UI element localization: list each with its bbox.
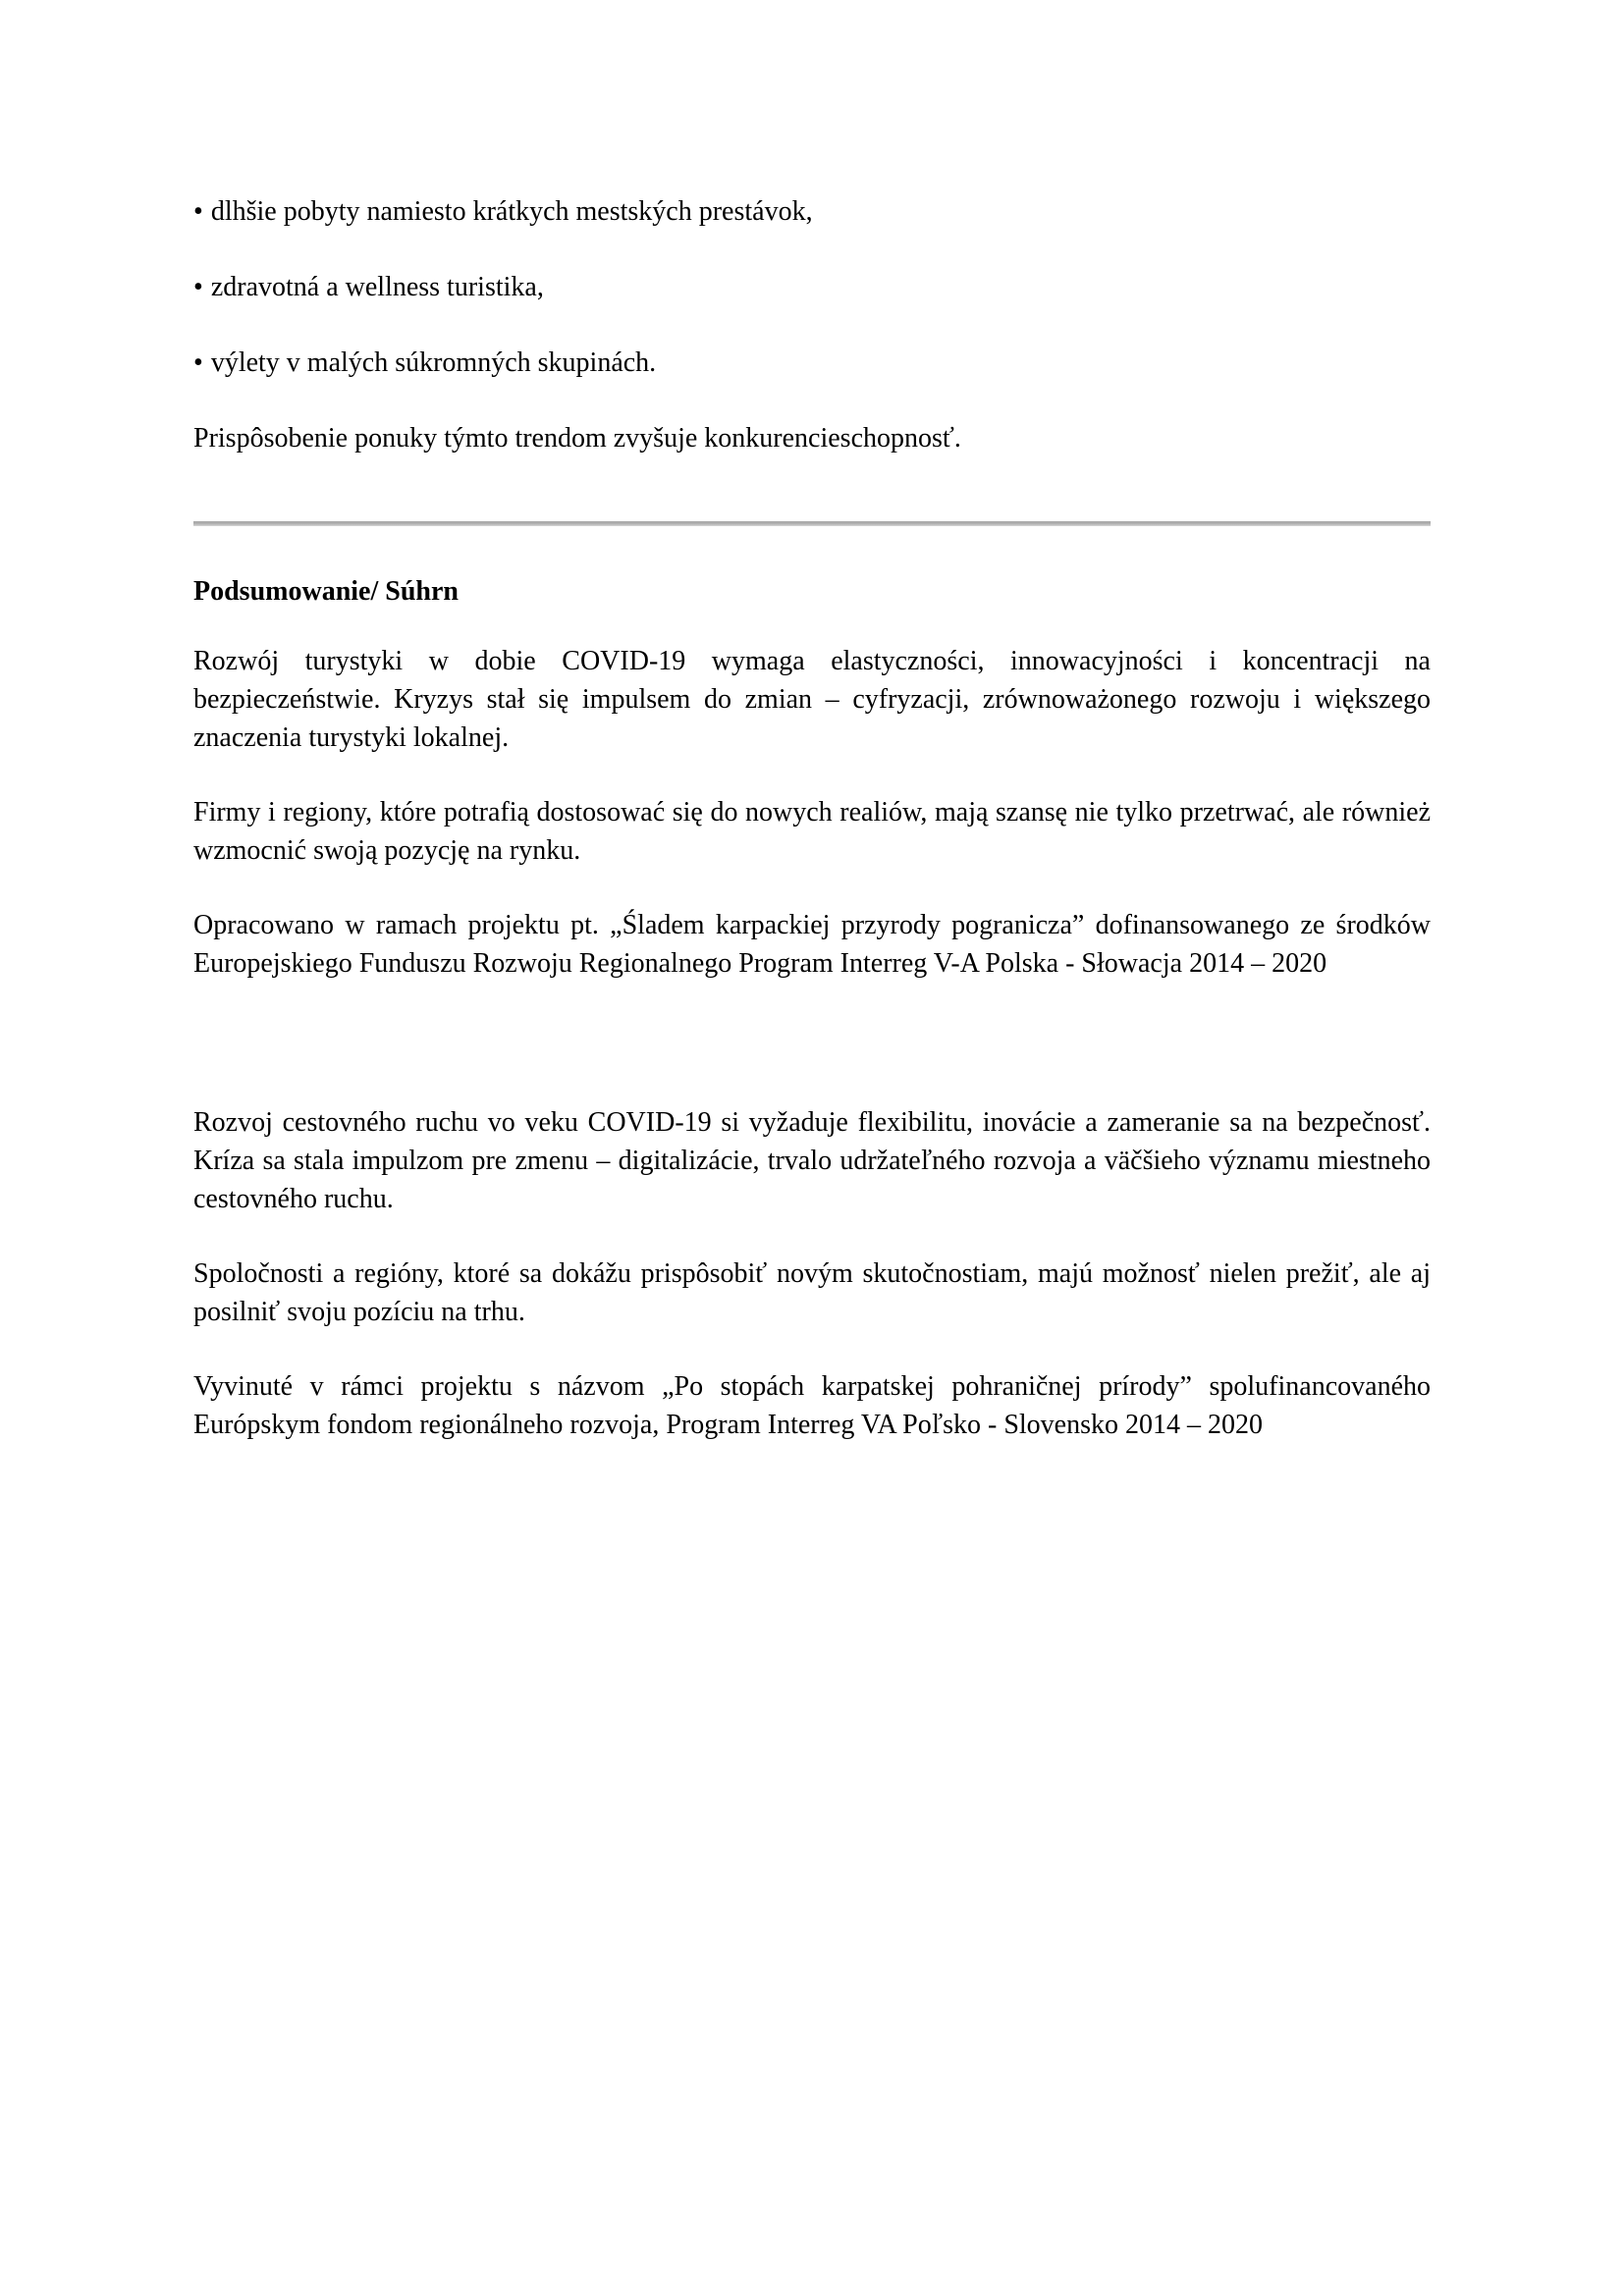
bullet-marker: • <box>193 196 203 227</box>
summary-pl-paragraph-1: Rozwój turystyki w dobie COVID-19 wymaga elastyczności, innowacyjności i koncentracji na bezpieczeństwie. Kryzys stał się impulsem do zmian – cyfryzacji, zrównoważonego rozwoju i większego znaczenia turystyki lokalnej. <box>193 646 1431 753</box>
summary-sk-paragraph-3: Vyvinuté v rámci projektu s názvom „Po stopách karpatskej pohraničnej prírody” spolufinancovaného Európskym fondom regionálneho rozvoja, Program Interreg VA Poľsko - Slovensko 2014 – 2020 <box>193 1371 1431 1440</box>
bullet-item-2 <box>193 268 1431 306</box>
section-heading: Podsumowanie/ Súhrn <box>193 576 459 607</box>
bullet-item-3-text: výlety v malých súkromných skupinách. <box>210 347 657 378</box>
bullet-item-3 <box>193 344 1431 382</box>
summary-pl-paragraph-2: Firmy i regiony, które potrafią dostosować się do nowych realiów, mają szansę nie tylko przetrwać, ale również wzmocnić swoją pozycję na rynku. <box>193 797 1431 866</box>
bullet-item-1-text: dlhšie pobyty namiesto krátkych mestských prestávok, <box>210 196 813 227</box>
summary-sk-paragraph-1: Rozvoj cestovného ruchu vo veku COVID-19 si vyžaduje flexibilitu, inovácie a zameranie sa na bezpečnosť. Kríza sa stala impulzom pre zmenu – digitalizácie, trvalo udržateľného rozvoja a väčšieho významu miestneho cestovného ruchu. <box>193 1107 1431 1214</box>
bullet-item-2-text: zdravotná a wellness turistika, <box>210 272 544 302</box>
bullet-marker: • <box>193 347 203 378</box>
bullet-item-1 <box>193 192 1431 231</box>
summary-sk-paragraph-2: Spoločnosti a regióny, ktoré sa dokážu prispôsobiť novým skutočnostiam, majú možnosť nielen prežiť, ale aj posilniť svoju pozíciu na trhu. <box>193 1258 1431 1327</box>
summary-pl-paragraph-3: Opracowano w ramach projektu pt. „Śladem karpackiej przyrody pogranicza” dofinansowanego ze środków Europejskiego Funduszu Rozwoju Regionalnego Program Interreg V-A Polska - Słowacja 2014 – 2020 <box>193 910 1431 979</box>
bullet-marker: • <box>193 272 203 302</box>
intro-closing-line: Prispôsobenie ponuky týmto trendom zvyšuje konkurencieschopnosť. <box>193 423 961 454</box>
horizontal-rule <box>193 521 1431 526</box>
